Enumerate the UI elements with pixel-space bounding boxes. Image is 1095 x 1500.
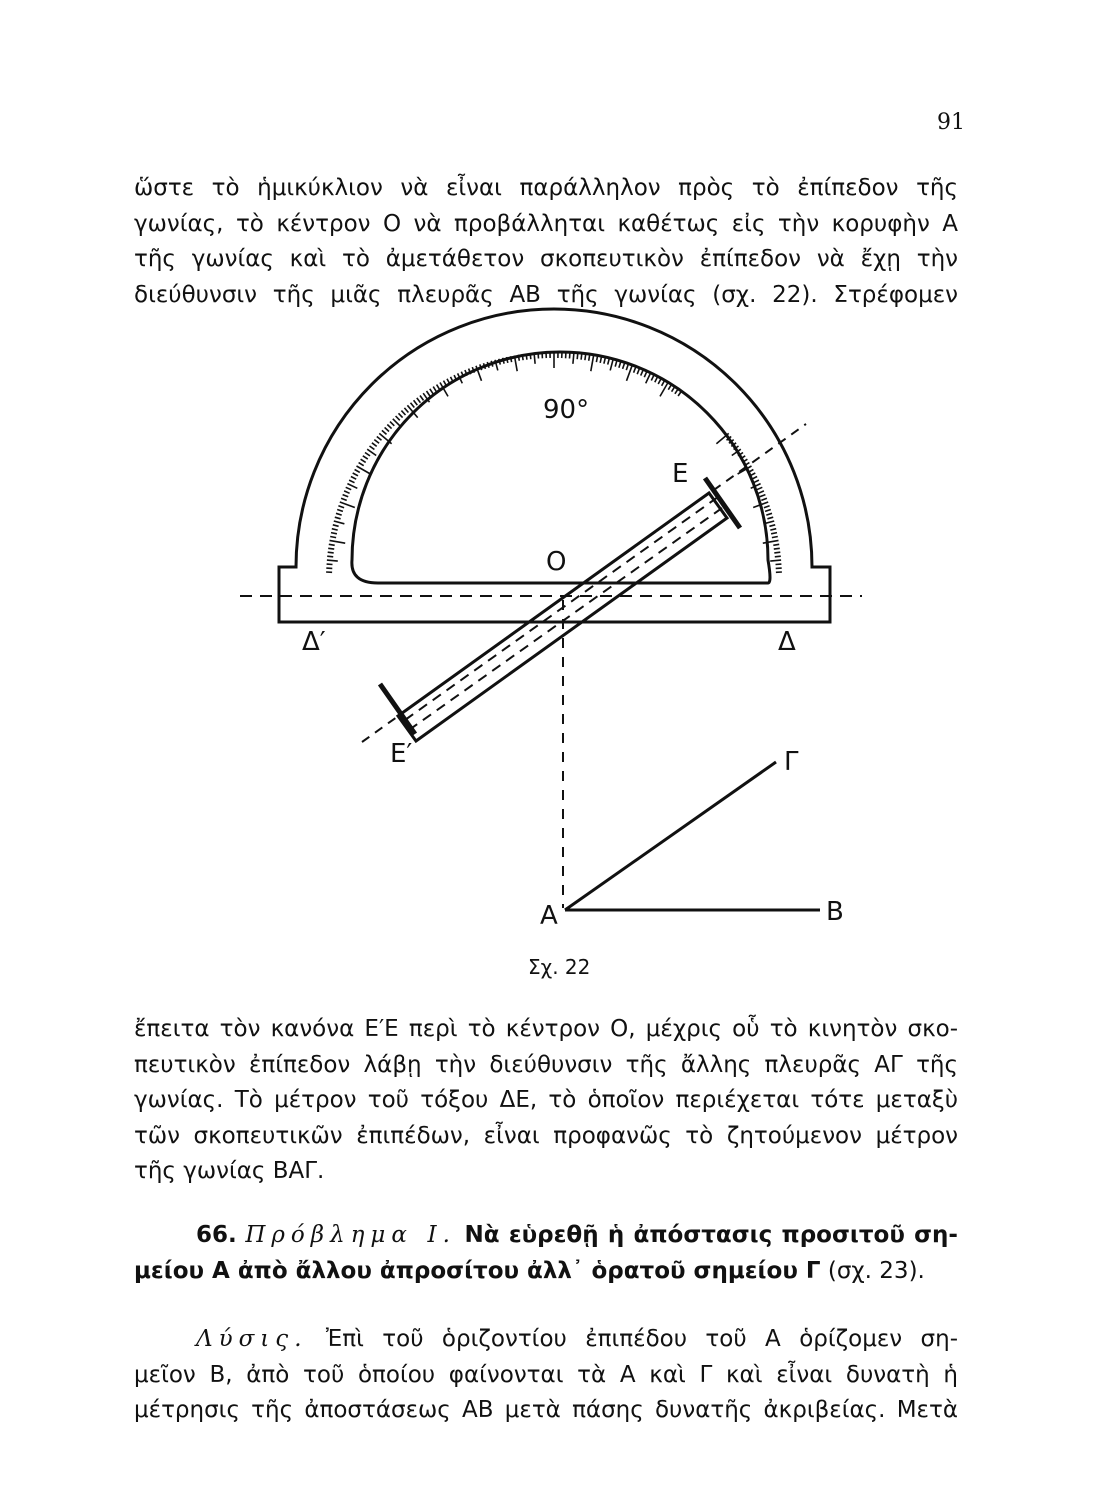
scale-tick <box>357 466 371 474</box>
text-line: πευτικὸν ἐπίπεδον λάβῃ τὴν διεύθυνσιν τῆς ἄλλης πλευρᾶς ΑΓ τῆς <box>134 1051 958 1078</box>
scale-tick <box>716 433 728 443</box>
scale-tick <box>377 437 382 441</box>
scale-tick <box>530 353 531 359</box>
scale-tick <box>382 430 387 434</box>
scale-tick <box>327 556 333 557</box>
scale-tick <box>655 377 658 382</box>
label-D-prime: Δ′ <box>302 627 326 657</box>
scale-tick <box>591 356 594 372</box>
scale-tick <box>644 372 646 378</box>
scale-tick <box>522 354 523 360</box>
scale-tick <box>658 379 661 384</box>
scale-tick <box>770 529 776 530</box>
scale-tick <box>331 533 337 534</box>
paragraph-rotation <box>134 1012 958 1190</box>
scale-tick <box>487 362 489 368</box>
text-line: ἔπειτα τὸν κανόνα Ε′Ε περὶ τὸ κέντρον Ο, μέχρις οὗ τὸ κινητὸν σκο- <box>134 1016 958 1042</box>
scale-tick <box>372 443 377 447</box>
solution-label: Λύσις. <box>196 1326 308 1352</box>
scale-tick <box>332 529 338 530</box>
scale-tick <box>433 387 436 392</box>
scale-tick <box>328 552 334 553</box>
scale-tick <box>619 362 621 368</box>
scale-tick <box>437 385 440 390</box>
scale-tick <box>396 416 400 420</box>
text-line: ὥστε τὸ ἡμικύκλιον νὰ εἶναι παράλληλον πρὸς τὸ ἐπίπεδον τῆς <box>134 175 958 201</box>
scale-tick <box>774 548 780 549</box>
problem-line-2 <box>134 1254 958 1290</box>
scale-tick <box>420 396 424 401</box>
problem-figure-ref: (σχ. 23). <box>820 1257 925 1284</box>
scale-tick <box>329 544 335 545</box>
scale-tick <box>511 356 512 362</box>
scale-tick <box>344 491 350 493</box>
scale-label-90: 90° <box>543 395 590 425</box>
scale-tick <box>411 403 415 408</box>
text-line: μεῖον Β, ἀπὸ τοῦ ὁποίου φαίνονται τὰ Α καὶ Γ καὶ εἶναι δυνατὴ ἡ <box>134 1361 958 1388</box>
scale-tick <box>623 363 625 369</box>
scale-tick <box>589 355 590 361</box>
problem-title-1: Νὰ εὑρεθῇ ἡ ἀπόστασις προσιτοῦ ση- <box>464 1222 958 1248</box>
label-O: Ο <box>546 547 567 577</box>
scale-tick <box>641 370 643 376</box>
text-line: μέτρησις τῆς ἀποστάσεως ΑΒ μετὰ πάσης δυνατῆς ἀκριβείας. Μετὰ <box>134 1397 958 1423</box>
text-line: διεύθυνσιν τῆς μιᾶς πλευρᾶς ΑΒ τῆς γωνίας (σχ. 22). Στρέφομεν <box>134 281 958 308</box>
scale-tick <box>662 381 665 386</box>
problem-number: 66. <box>196 1222 237 1248</box>
scale-tick <box>600 357 601 363</box>
problem-line-1 <box>134 1218 958 1254</box>
scale-tick <box>775 556 781 557</box>
scale-tick <box>427 391 430 396</box>
scale-tick <box>763 540 779 543</box>
scale-tick <box>330 537 336 538</box>
scale-tick <box>417 398 421 403</box>
scale-tick <box>634 367 636 373</box>
scale-tick <box>769 525 775 527</box>
page-number: 91 <box>937 110 965 135</box>
scale-tick <box>385 427 389 431</box>
label-E: Ε <box>672 459 689 489</box>
scale-tick <box>604 358 605 364</box>
scale-tick <box>414 400 418 405</box>
scale-tick <box>573 353 574 364</box>
scale-tick <box>761 498 767 500</box>
scale-tick <box>355 470 360 473</box>
solution-line-1 <box>134 1322 958 1358</box>
scale-tick <box>774 552 780 553</box>
scale-tick <box>646 373 651 383</box>
scale-tick <box>370 446 375 450</box>
scale-tick <box>651 375 654 380</box>
scale-tick <box>330 540 346 543</box>
scale-tick <box>361 459 366 462</box>
scale-tick <box>596 356 597 362</box>
scale-tick <box>610 360 613 371</box>
scale-tick <box>404 408 408 413</box>
scale-tick <box>772 537 778 538</box>
scale-tick <box>327 560 338 561</box>
scale-tick <box>760 495 766 497</box>
scale-tick <box>363 456 368 459</box>
side-AG <box>565 762 776 910</box>
text-line: γωνίας, τὸ κέντρον Ο νὰ προβάλληται καθέτως εἰς τὴν κορυφὴν Α <box>134 210 958 237</box>
scale-tick <box>757 487 763 489</box>
scale-tick <box>668 385 671 390</box>
scale-tick <box>401 411 405 415</box>
label-G: Γ <box>784 747 799 777</box>
scale-tick <box>334 521 345 524</box>
text-line: τῶν σκοπευτικῶν ἐπιπέδων, εἶναι προφανῶς τὸ ζητούμενον μέτρον <box>134 1122 958 1149</box>
problem-title-2: μείου Α ἀπὸ ἄλλου ἀπροσίτου ἀλλ᾽ ὁρατοῦ σημείου Γ <box>134 1257 821 1284</box>
scale-tick <box>767 517 773 519</box>
scale-tick <box>660 383 668 397</box>
problem-label: Πρόβλημα Ι. <box>245 1222 456 1248</box>
scale-tick <box>518 355 519 361</box>
scale-tick <box>773 544 779 545</box>
scale-tick <box>336 513 342 515</box>
scale-tick <box>526 354 527 360</box>
scale-tick <box>764 506 770 508</box>
figure-caption: Σχ. 22 <box>528 955 591 979</box>
label-B: Β <box>826 897 844 927</box>
scale-tick <box>766 513 772 515</box>
scale-tick <box>351 477 356 480</box>
scale-tick <box>608 359 610 365</box>
label-A: Α <box>540 901 558 931</box>
label-D: Δ <box>778 627 796 657</box>
scale-tick <box>758 491 764 493</box>
scale-tick <box>675 389 678 394</box>
scale-tick <box>353 473 358 476</box>
scale-tick <box>581 354 582 360</box>
problem-heading <box>134 1218 958 1289</box>
protractor-scale-ticks <box>326 352 782 572</box>
alidade-rule <box>380 478 740 741</box>
scale-tick <box>337 510 343 512</box>
scale-tick <box>770 560 781 561</box>
scale-tick <box>346 487 352 489</box>
label-E-prime: Ε′ <box>390 739 413 769</box>
scale-tick <box>771 533 777 534</box>
scale-tick <box>754 480 759 483</box>
scale-tick <box>672 387 675 392</box>
scale-tick <box>534 353 535 364</box>
solution-line-1-rest: Ἐπὶ τοῦ ὁριζοντίου ἐπιπέδου τοῦ Α ὁρίζομεν ση- <box>307 1326 958 1352</box>
scale-tick <box>390 422 394 426</box>
scale-tick <box>765 510 771 512</box>
solution-paragraph <box>134 1322 958 1429</box>
scale-tick <box>577 353 578 359</box>
scale-tick <box>626 364 628 370</box>
scale-tick <box>359 463 364 466</box>
scale-tick <box>341 498 347 500</box>
scale-tick <box>374 440 379 444</box>
text-line: τῆς γωνίας ΒΑΓ. <box>134 1158 325 1184</box>
scale-tick <box>343 495 349 497</box>
scale-tick <box>637 369 639 375</box>
text-line: τῆς γωνίας καὶ τὸ ἀμετάθετον σκοπευτικὸν ἐπίπεδον νὰ ἔχῃ τὴν <box>134 246 958 272</box>
scale-tick <box>365 453 370 456</box>
scale-tick <box>585 354 586 360</box>
scale-tick <box>430 389 433 394</box>
scale-tick <box>387 425 391 429</box>
scale-tick <box>333 525 339 527</box>
scale-tick <box>328 548 334 549</box>
scale-tick <box>349 480 354 483</box>
scale-tick <box>347 484 357 489</box>
scale-tick <box>338 506 344 508</box>
scale-tick <box>399 413 403 417</box>
scale-tick <box>335 517 341 519</box>
text-line: γωνίας. Τὸ μέτρον τοῦ τόξου ΔΕ, τὸ ὁποῖον περιέχεται τότε μεταξὺ <box>134 1087 958 1113</box>
scale-tick <box>615 361 617 367</box>
